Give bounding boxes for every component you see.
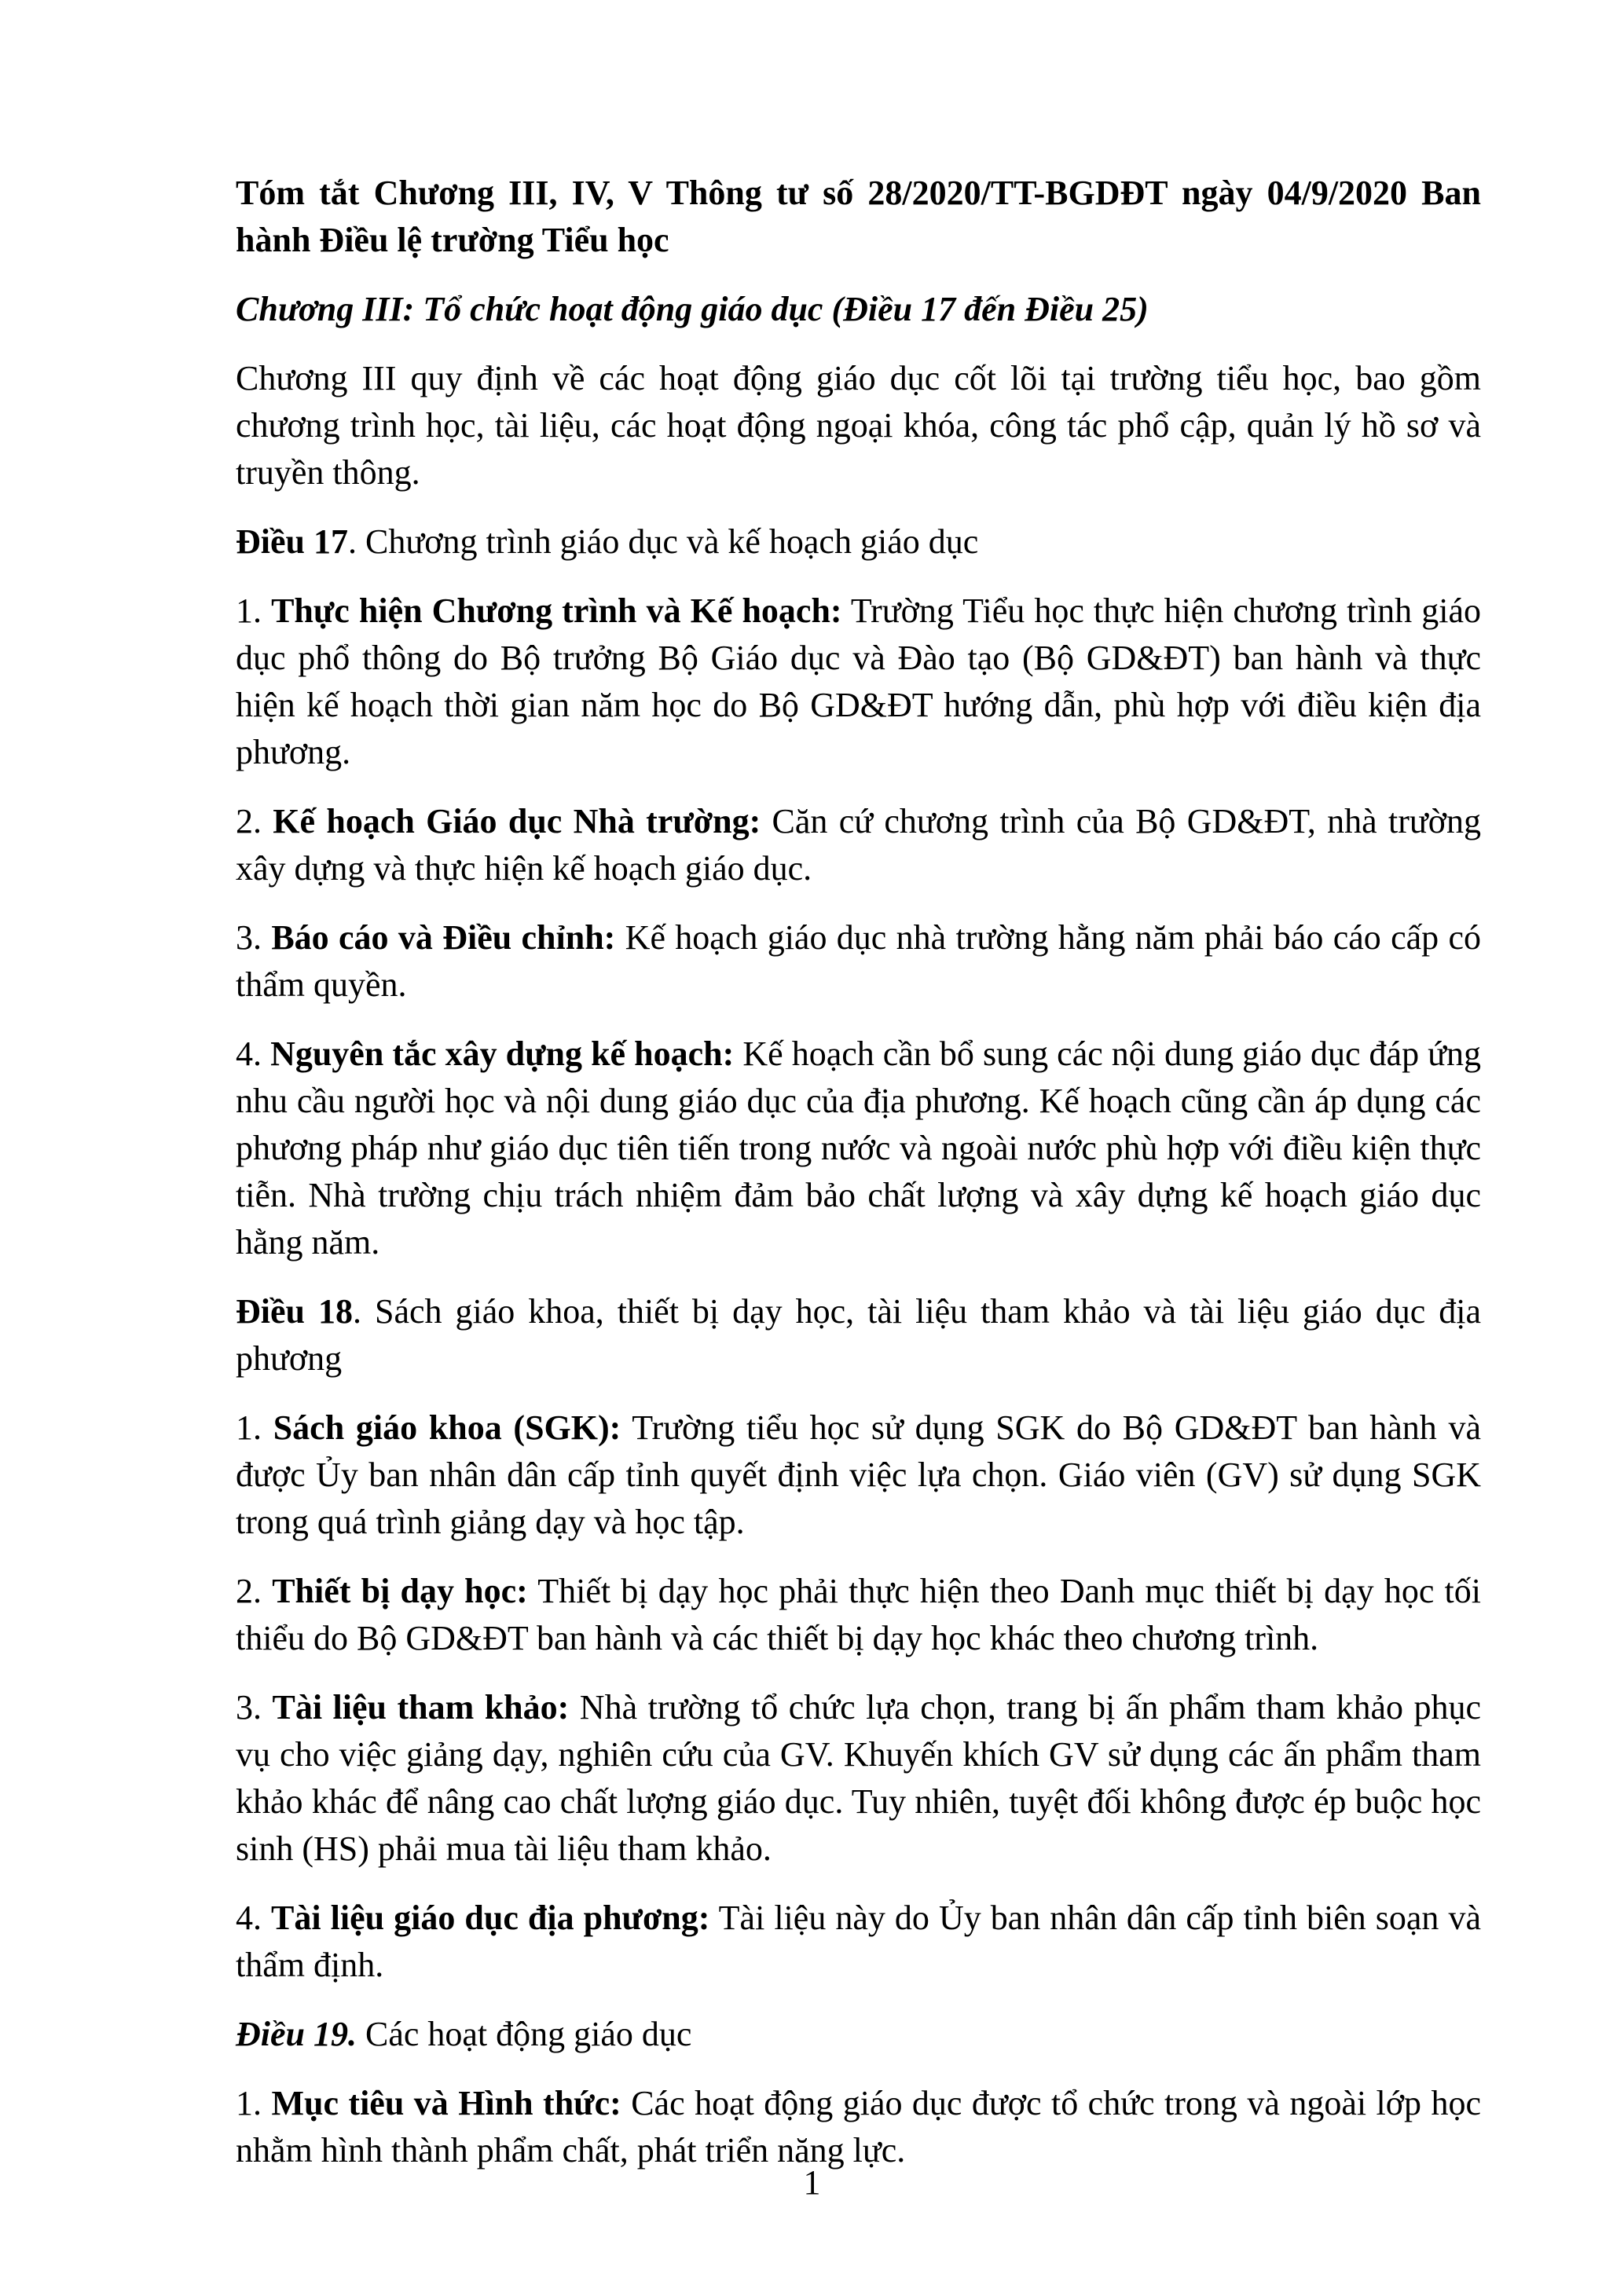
paragraph	[236, 914, 1481, 1009]
text-run: . Chương trình giáo dục và kế hoạch giáo dục	[348, 522, 979, 561]
text-run: 4.	[236, 1034, 271, 1073]
bold-text-run: Điều 19.	[236, 2015, 357, 2053]
text-run: 1.	[236, 2084, 272, 2122]
text-run: Chương III quy định về các hoạt động giáo dục cốt lõi tại trường tiểu học, bao gồm chương trình học, tài liệu, các hoạt động ngoại khóa, công tác phổ cập, quản lý hồ sơ và truyền thông.	[236, 359, 1481, 492]
bold-text-run: Sách giáo khoa (SGK):	[273, 1408, 621, 1447]
bold-text-run: Tài liệu giáo dục địa phương:	[271, 1899, 710, 1937]
paragraph	[236, 1568, 1481, 1662]
text-run: . Sách giáo khoa, thiết bị dạy học, tài liệu tham khảo và tài liệu giáo dục địa phương	[236, 1292, 1481, 1378]
text-run: Căn cứ chương trình của Bộ GD&ĐT, nhà trường xây dựng và thực hiện kế hoạch giáo dục.	[236, 802, 1482, 888]
page-number: 1	[803, 2163, 821, 2202]
paragraph	[236, 1684, 1481, 1873]
paragraph	[236, 518, 1481, 566]
bold-text-run: Điều 18	[236, 1292, 353, 1331]
paragraph	[236, 1031, 1481, 1266]
text-run: Nhà trường tổ chức lựa chọn, trang bị ấn phẩm tham khảo phục vụ cho việc giảng dạy, nghiên cứu của GV. Khuyến khích GV sử dụng các ấn phẩm tham khảo khác để nâng cao chất lượng giáo dục. Tuy nhiên, tuyệt đối không được ép buộc học sinh (HS) phải mua tài liệu tham khảo.	[236, 1688, 1482, 1868]
bold-text-run: Thực hiện Chương trình và Kế hoạch:	[271, 591, 842, 630]
paragraph	[236, 355, 1481, 496]
text-run: 4.	[236, 1899, 272, 1937]
text-run: Tài liệu này do Ủy ban nhân dân cấp tỉnh biên soạn và thẩm định.	[236, 1899, 1481, 1984]
bold-text-run: Nguyên tắc xây dựng kế hoạch:	[270, 1034, 735, 1073]
paragraph	[236, 1288, 1481, 1382]
paragraph	[236, 1404, 1481, 1546]
chapter-heading	[236, 286, 1481, 333]
document-title	[236, 170, 1481, 264]
text-run: 3.	[236, 918, 272, 957]
text-run: 2.	[236, 1572, 273, 1610]
document-body	[236, 170, 1481, 2196]
paragraph	[236, 798, 1481, 892]
bold-text-run: Chương III: Tổ chức hoạt động giáo dục (Điều 17 đến Điều 25)	[236, 290, 1149, 328]
text-run: Kế hoạch cần bổ sung các nội dung giáo dục đáp ứng nhu cầu người học và nội dung giáo dục của địa phương. Kế hoạch cũng cần áp dụng các phương pháp như giáo dục tiên tiến trong nước và ngoài nước phù hợp với điều kiện thực tiễn. Nhà trường chịu trách nhiệm đảm bảo chất lượng và xây dựng kế hoạch giáo dục hằng năm.	[236, 1034, 1481, 1262]
text-run: 1.	[236, 591, 272, 630]
bold-text-run: Tài liệu tham khảo:	[272, 1688, 570, 1727]
bold-text-run: Kế hoạch Giáo dục Nhà trường:	[273, 802, 761, 840]
text-run: Kế hoạch giáo dục nhà trường hằng năm phải báo cáo cấp có thẩm quyền.	[236, 918, 1481, 1004]
bold-text-run: Thiết bị dạy học:	[272, 1572, 528, 1610]
text-run: 2.	[236, 802, 273, 840]
bold-text-run: Báo cáo và Điều chỉnh:	[271, 918, 616, 957]
text-run: 1.	[236, 1408, 273, 1447]
text-run: Các hoạt động giáo dục	[357, 2015, 692, 2053]
text-run: Thiết bị dạy học phải thực hiện theo Danh mục thiết bị dạy học tối thiểu do Bộ GD&ĐT ban hành và các thiết bị dạy học khác theo chương trình.	[236, 1572, 1482, 1657]
bold-text-run: Tóm tắt Chương III, IV, V Thông tư số 28/2020/TT-BGDĐT ngày 04/9/2020 Ban hành Điều lệ trường Tiểu học	[236, 174, 1481, 259]
paragraph	[236, 2011, 1481, 2058]
paragraph	[236, 588, 1481, 776]
paragraph	[236, 1895, 1481, 1989]
text-run: Trường tiểu học sử dụng SGK do Bộ GD&ĐT ban hành và được Ủy ban nhân dân cấp tỉnh quyết định việc lựa chọn. Giáo viên (GV) sử dụng SGK trong quá trình giảng dạy và học tập.	[236, 1408, 1482, 1541]
bold-text-run: Mục tiêu và Hình thức:	[271, 2084, 621, 2122]
text-run: Các hoạt động giáo dục được tổ chức trong và ngoài lớp học nhằm hình thành phẩm chất, phát triển năng lực.	[236, 2084, 1482, 2170]
text-run: 3.	[236, 1688, 273, 1727]
bold-text-run: Điều 17	[236, 522, 348, 561]
text-run: Trường Tiểu học thực hiện chương trình giáo dục phổ thông do Bộ trưởng Bộ Giáo dục và Đào tạo (Bộ GD&ĐT) ban hành và thực hiện kế hoạch thời gian năm học do Bộ GD&ĐT hướng dẫn, phù hợp với điều kiện địa phương.	[236, 591, 1481, 771]
